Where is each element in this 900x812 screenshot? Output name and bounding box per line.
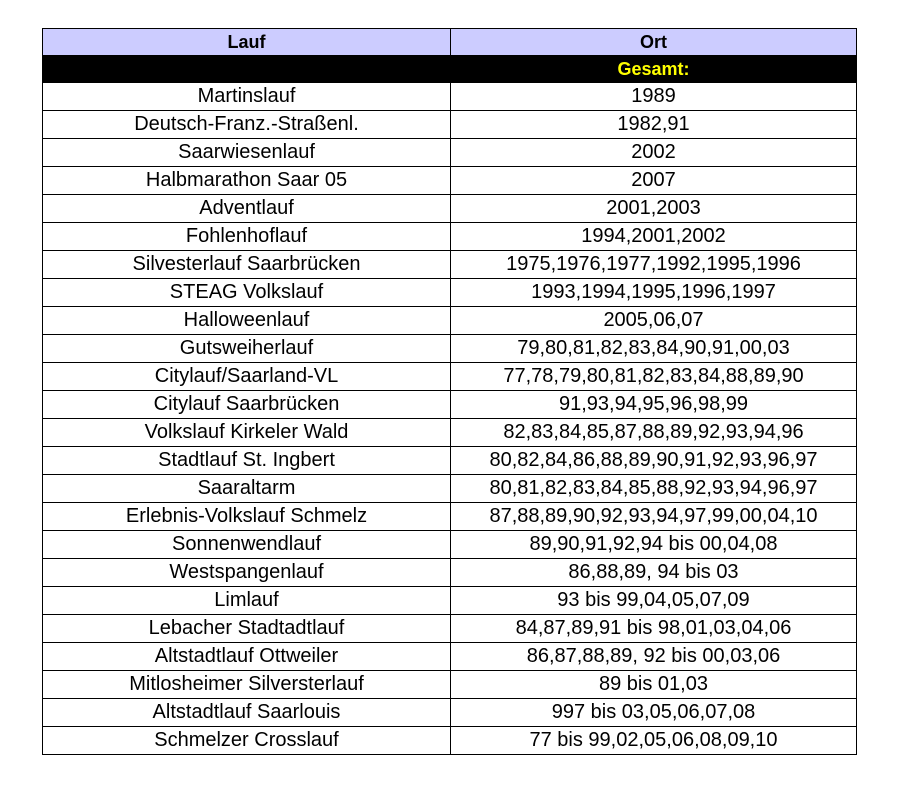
lauf-cell: Altstadtlauf Ottweiler: [43, 643, 451, 671]
ort-cell: 1993,1994,1995,1996,1997: [451, 279, 857, 307]
lauf-cell: Lebacher Stadtadtlauf: [43, 615, 451, 643]
lauf-cell: Gutsweiherlauf: [43, 335, 451, 363]
ort-cell: 2002: [451, 139, 857, 167]
table-row: [43, 195, 857, 223]
table-row: [43, 699, 857, 727]
lauf-cell: Deutsch-Franz.-Straßenl.: [43, 111, 451, 139]
lauf-cell: Volkslauf Kirkeler Wald: [43, 419, 451, 447]
table-row: [43, 335, 857, 363]
table-row: [43, 531, 857, 559]
table-row: [43, 363, 857, 391]
table-row: [43, 279, 857, 307]
ort-cell: 1994,2001,2002: [451, 223, 857, 251]
ort-cell: 80,81,82,83,84,85,88,92,93,94,96,97: [451, 475, 857, 503]
table-row: [43, 727, 857, 755]
runs-table: [42, 28, 857, 755]
table-row: [43, 447, 857, 475]
lauf-cell: Adventlauf: [43, 195, 451, 223]
ort-cell: 77,78,79,80,81,82,83,84,88,89,90: [451, 363, 857, 391]
ort-cell: 80,82,84,86,88,89,90,91,92,93,96,97: [451, 447, 857, 475]
lauf-cell: Citylauf/Saarland-VL: [43, 363, 451, 391]
table-row: [43, 251, 857, 279]
table-row: [43, 587, 857, 615]
ort-cell: 89 bis 01,03: [451, 671, 857, 699]
table-header: [43, 29, 857, 83]
column-header-ort: Ort: [451, 29, 857, 56]
lauf-cell: Citylauf Saarbrücken: [43, 391, 451, 419]
table-row: [43, 139, 857, 167]
ort-cell: 2005,06,07: [451, 307, 857, 335]
ort-cell: 2007: [451, 167, 857, 195]
header-row: [43, 29, 857, 56]
lauf-cell: Limlauf: [43, 587, 451, 615]
table-row: [43, 111, 857, 139]
subheader-gesamt-label: Gesamt:: [451, 56, 857, 83]
ort-cell: 84,87,89,91 bis 98,01,03,04,06: [451, 615, 857, 643]
table-row: [43, 391, 857, 419]
table-row: [43, 643, 857, 671]
lauf-cell: Erlebnis-Volkslauf Schmelz: [43, 503, 451, 531]
results-table-container: [42, 28, 856, 755]
ort-cell: 1989: [451, 83, 857, 111]
table-row: [43, 223, 857, 251]
ort-cell: 86,88,89, 94 bis 03: [451, 559, 857, 587]
lauf-cell: Stadtlauf St. Ingbert: [43, 447, 451, 475]
table-row: [43, 671, 857, 699]
ort-cell: 1982,91: [451, 111, 857, 139]
lauf-cell: Halbmarathon Saar 05: [43, 167, 451, 195]
lauf-cell: Saaraltarm: [43, 475, 451, 503]
table-row: [43, 419, 857, 447]
ort-cell: 1975,1976,1977,1992,1995,1996: [451, 251, 857, 279]
lauf-cell: Schmelzer Crosslauf: [43, 727, 451, 755]
lauf-cell: Mitlosheimer Silversterlauf: [43, 671, 451, 699]
ort-cell: 93 bis 99,04,05,07,09: [451, 587, 857, 615]
table-row: [43, 615, 857, 643]
table-row: [43, 475, 857, 503]
subheader-lauf-cell: [43, 56, 451, 83]
ort-cell: 89,90,91,92,94 bis 00,04,08: [451, 531, 857, 559]
lauf-cell: Sonnenwendlauf: [43, 531, 451, 559]
table-row: [43, 167, 857, 195]
table-row: [43, 83, 857, 111]
lauf-cell: STEAG Volkslauf: [43, 279, 451, 307]
table-row: [43, 307, 857, 335]
lauf-cell: Fohlenhoflauf: [43, 223, 451, 251]
ort-cell: 77 bis 99,02,05,06,08,09,10: [451, 727, 857, 755]
ort-cell: 86,87,88,89, 92 bis 00,03,06: [451, 643, 857, 671]
lauf-cell: Silvesterlauf Saarbrücken: [43, 251, 451, 279]
lauf-cell: Halloweenlauf: [43, 307, 451, 335]
table-row: [43, 559, 857, 587]
table-row: [43, 503, 857, 531]
ort-cell: 87,88,89,90,92,93,94,97,99,00,04,10: [451, 503, 857, 531]
ort-cell: 79,80,81,82,83,84,90,91,00,03: [451, 335, 857, 363]
table-body: [43, 83, 857, 755]
ort-cell: 91,93,94,95,96,98,99: [451, 391, 857, 419]
column-header-lauf: Lauf: [43, 29, 451, 56]
ort-cell: 997 bis 03,05,06,07,08: [451, 699, 857, 727]
lauf-cell: Westspangenlauf: [43, 559, 451, 587]
ort-cell: 2001,2003: [451, 195, 857, 223]
subheader-row: [43, 56, 857, 83]
lauf-cell: Altstadtlauf Saarlouis: [43, 699, 451, 727]
lauf-cell: Martinslauf: [43, 83, 451, 111]
ort-cell: 82,83,84,85,87,88,89,92,93,94,96: [451, 419, 857, 447]
lauf-cell: Saarwiesenlauf: [43, 139, 451, 167]
